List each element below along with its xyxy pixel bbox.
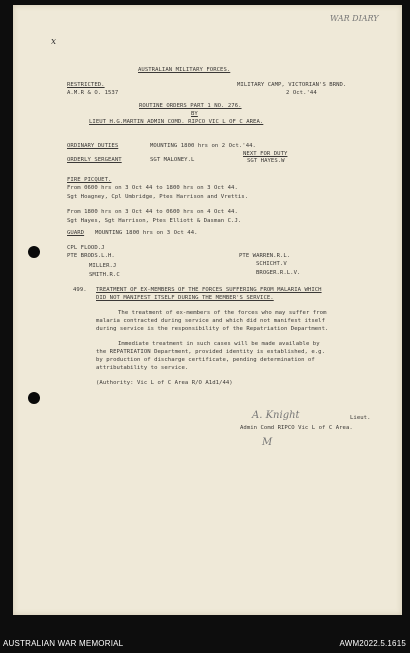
punch-hole [28,392,40,404]
picquet-1-names: Sgt Hoagney, Cpl Umbridge, Ptes Harrison and Vrettis. [67,194,249,200]
paragraph-2-line: the REPATRIATION Department, provided identity is established, e.g. [96,349,325,355]
guard-member: BROGER.R.L.V. [256,270,301,276]
item-number: 499. [73,287,87,293]
item-heading-line-2: DID NOT MANIFEST ITSELF DURING THE MEMBER'S SERVICE. [96,295,274,301]
guard-member: SMITH.R.C [89,272,120,278]
paragraph-2-line: by production of discharge certificate, pending determination of [96,357,315,363]
next-for-duty-label: NEXT FOR DUTY [243,151,288,157]
signatory-title: Admin Comd RIPCO Vic L of C Area. [240,425,353,431]
forces-heading: AUSTRALIAN MILITARY FORCES. [138,67,231,73]
paragraph-2-line: attributability to service. [96,365,189,371]
handwritten-war-diary: WAR DIARY [330,14,379,23]
picquet-1-time: From 0600 hrs on 3 Oct 44 to 1800 hrs on 3 Oct 44. [67,185,238,191]
guard-member: PTE WARREN.R.L. [239,253,291,259]
guard-member: SCHICHT.V [256,261,287,267]
item-heading-line-1: TREATMENT OF EX-MEMBERS OF THE FORCES SUFFERING FROM MALARIA WHICH [96,287,322,293]
amr-reference: A.M.R & O. 1537 [67,90,119,96]
restricted-label: RESTRICTED. [67,82,105,88]
issuer-line: LIEUT H.G.MARTIN ADMIN COMD. RIPCO VIC L OF C AREA. [89,119,264,125]
paragraph-1-line: The treatment of ex-members of the forces who may suffer from [118,310,327,316]
footer-reference: AWM2022.5.1615 [339,639,406,648]
handwritten-cross: x [51,37,57,47]
orderly-sergeant-name: SGT MALONEY.L [150,157,195,163]
ordinary-duties-label: ORDINARY DUTIES [67,143,119,149]
footer-institution: AUSTRALIAN WAR MEMORIAL [3,639,124,648]
picquet-2-names: Sgt Hayes, Sgt Harrison, Ptes Elliott & Dasman C.J. [67,218,242,224]
paragraph-1-line: during service is the responsibility of the Repatriation Department. [96,326,329,332]
orderly-sergeant-label: ORDERLY SERGEANT [67,157,122,163]
guard-member: MILLER.J [89,263,117,269]
orders-title: ROUTINE ORDERS PART 1 NO. 276. [139,103,242,109]
authority-line: (Authority: Vic L of C Area R/O A1d1/44) [96,380,233,386]
next-for-duty-name: SGT HAYES.W [247,158,285,164]
handwritten-initials: M [262,437,273,448]
mounting-line: MOUNTING 1800 hrs on 2 Oct.'44. [150,143,256,149]
signatory-rank: Lieut. [350,415,371,421]
handwritten-signature: A. Knight [252,410,300,421]
picquet-2-time: From 1800 hrs on 3 Oct 44 to 0600 hrs on 4 Oct 44. [67,209,238,215]
orders-by: BY [191,111,198,117]
fire-picquet-label: FIRE PICQUET. [67,177,112,183]
guard-member: CPL FLOOD.J [67,245,105,251]
punch-hole [28,246,40,258]
order-date: 2 Oct.'44 [286,90,317,96]
paragraph-1-line: malaria contracted during service and which did not manifest itself [96,318,325,324]
paragraph-2-line: Immediate treatment in such cases will be made available by [118,341,320,347]
guard-member: PTE BRODS.L.H. [67,253,115,259]
guard-mounting: MOUNTING 1800 hrs on 3 Oct 44. [95,230,198,236]
guard-label: GUARD [67,230,85,236]
camp-location: MILITARY CAMP, VICTORIAN'S BRND. [237,82,347,88]
